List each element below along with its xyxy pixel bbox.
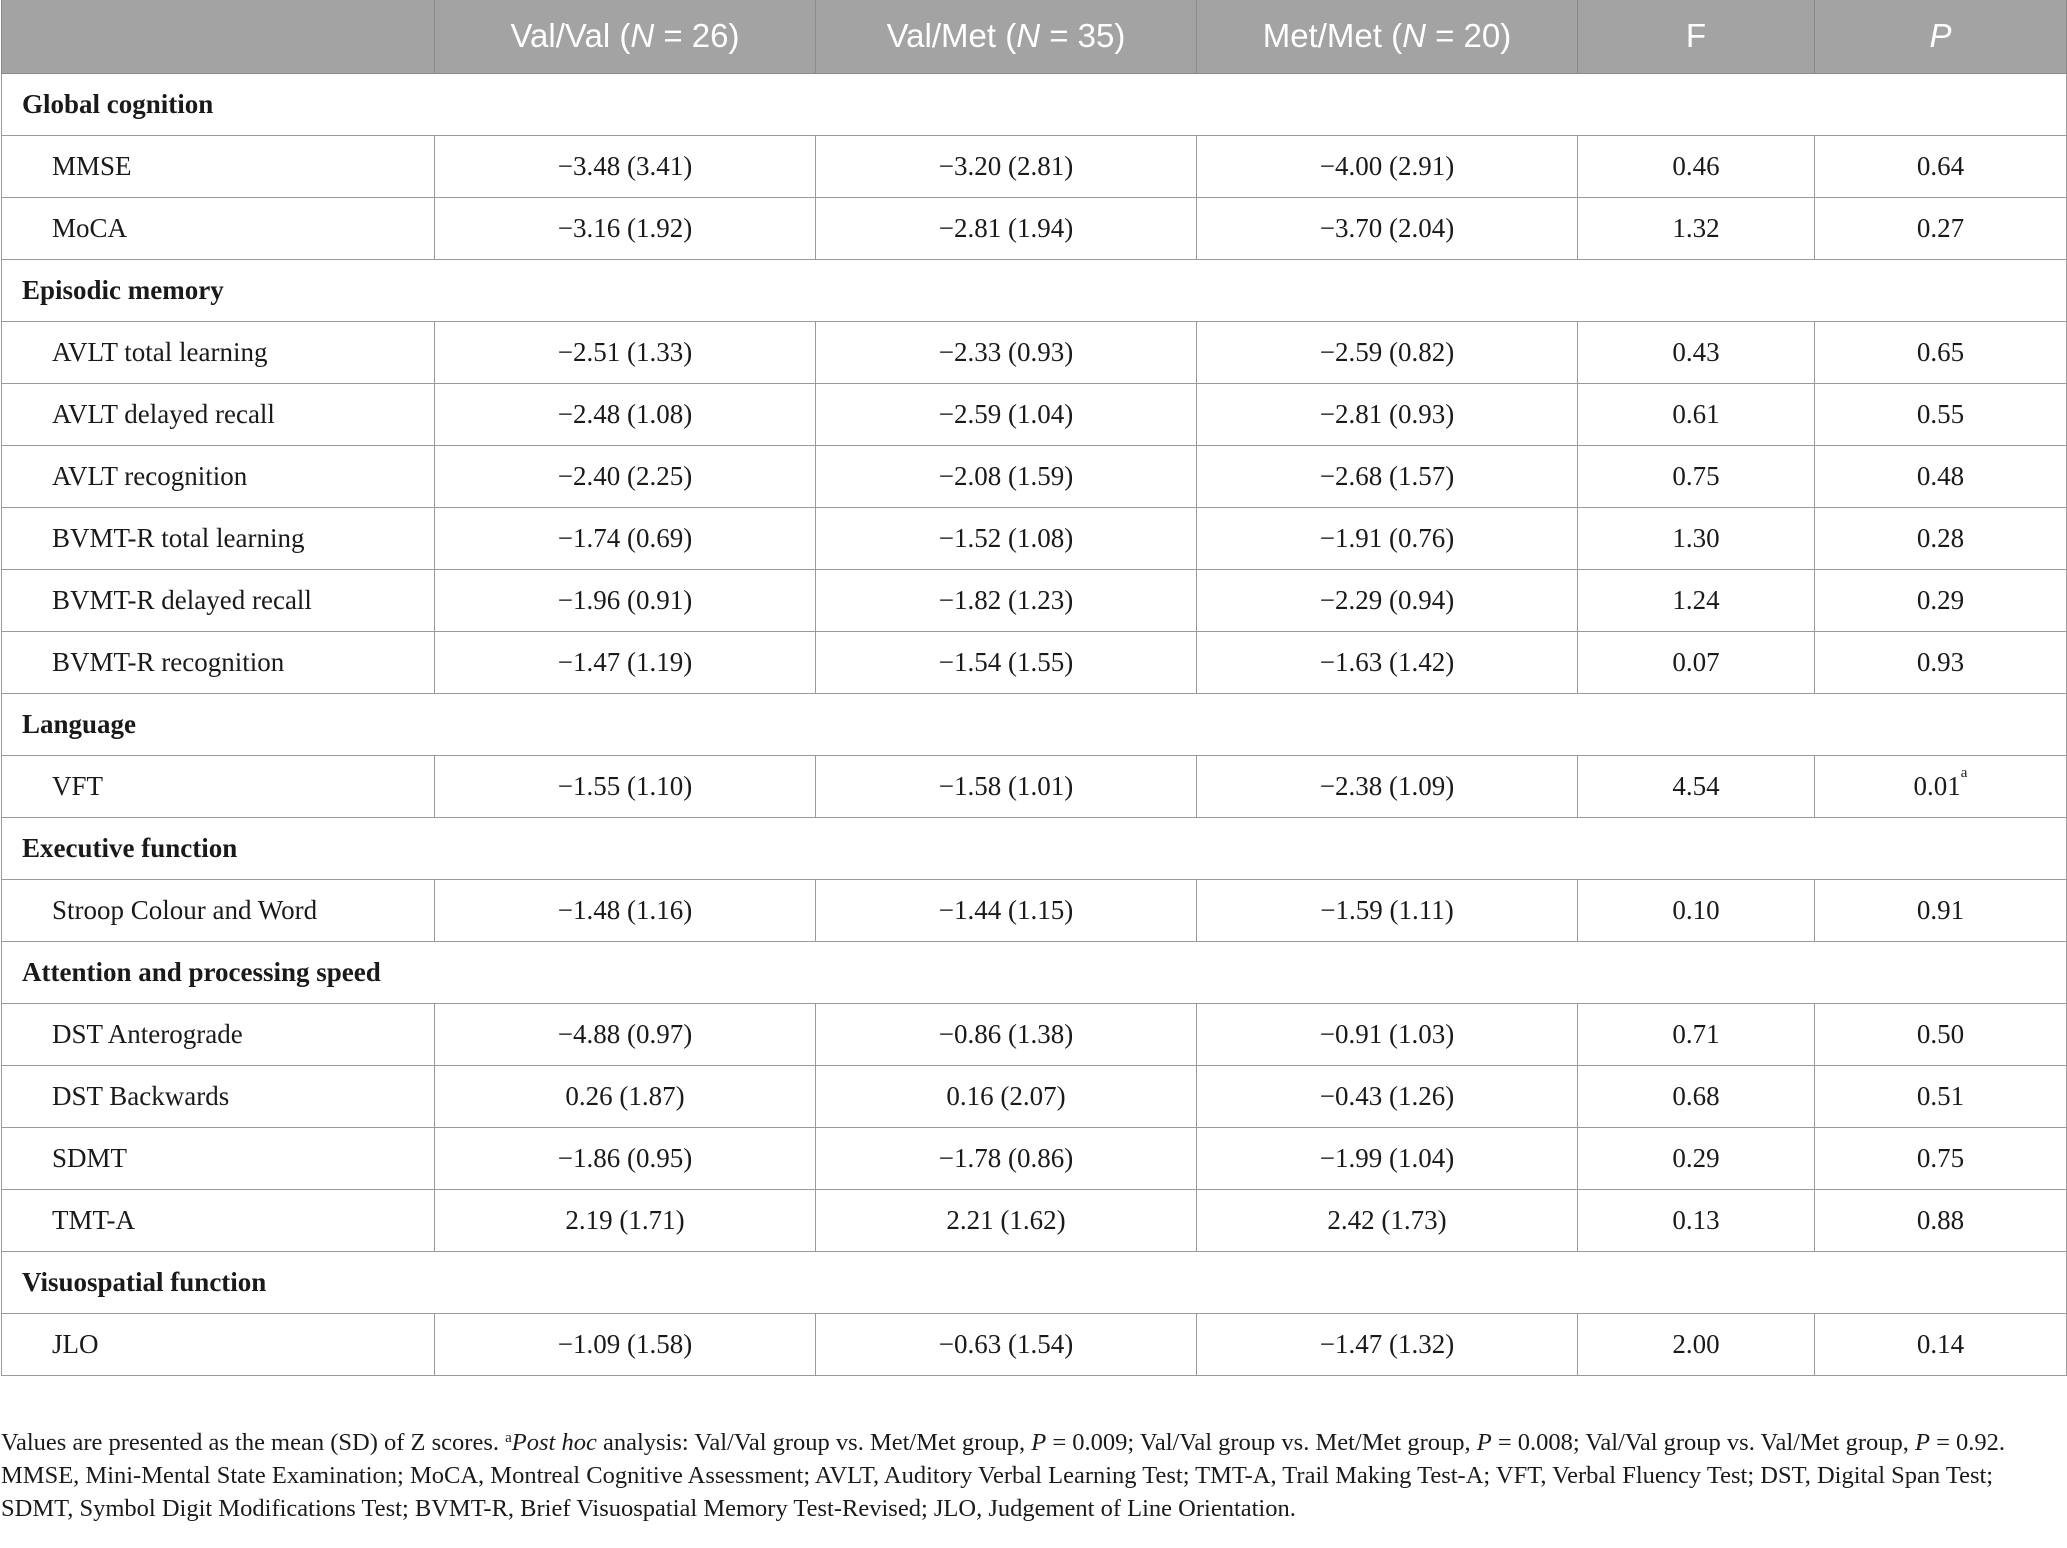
table-row (2, 445, 2067, 507)
row-label: AVLT total learning (2, 321, 435, 383)
cell-val-met: −1.54 (1.55) (816, 631, 1197, 693)
cell-val-val: −1.09 (1.58) (435, 1313, 816, 1375)
cell-f: 0.10 (1578, 879, 1815, 941)
section-title: Executive function (2, 817, 2067, 879)
cell-val-met: −0.63 (1.54) (816, 1313, 1197, 1375)
cell-f: 1.32 (1578, 197, 1815, 259)
row-label: BVMT-R total learning (2, 507, 435, 569)
cell-met-met: −2.38 (1.09) (1197, 755, 1578, 817)
cell-f: 0.61 (1578, 383, 1815, 445)
cell-p: 0.48 (1815, 445, 2067, 507)
cell-val-met: −0.86 (1.38) (816, 1003, 1197, 1065)
cell-f: 0.43 (1578, 321, 1815, 383)
table-row (2, 1003, 2067, 1065)
section-title: Attention and processing speed (2, 941, 2067, 1003)
section-title: Visuospatial function (2, 1251, 2067, 1313)
table-row (2, 879, 2067, 941)
cell-met-met: −1.47 (1.32) (1197, 1313, 1578, 1375)
row-label: SDMT (2, 1127, 435, 1189)
cell-p: 0.91 (1815, 879, 2067, 941)
cell-p: 0.64 (1815, 135, 2067, 197)
header-val-val: Val/Val (N = 26) (435, 0, 816, 73)
cell-p: 0.93 (1815, 631, 2067, 693)
section-row (2, 1251, 2067, 1313)
cell-val-met: −2.08 (1.59) (816, 445, 1197, 507)
row-label: MMSE (2, 135, 435, 197)
header-met-met: Met/Met (N = 20) (1197, 0, 1578, 73)
cell-met-met: −1.91 (0.76) (1197, 507, 1578, 569)
row-label: VFT (2, 755, 435, 817)
header-p: P (1815, 0, 2067, 73)
footnote-mark: a (505, 1430, 512, 1446)
cell-val-met: −1.52 (1.08) (816, 507, 1197, 569)
cell-val-met: −1.58 (1.01) (816, 755, 1197, 817)
section-title: Episodic memory (2, 259, 2067, 321)
table-row (2, 1313, 2067, 1375)
cell-val-val: 2.19 (1.71) (435, 1189, 816, 1251)
cell-p: 0.75 (1815, 1127, 2067, 1189)
cell-p: 0.65 (1815, 321, 2067, 383)
cell-f: 1.24 (1578, 569, 1815, 631)
cell-met-met: −0.91 (1.03) (1197, 1003, 1578, 1065)
table-row (2, 569, 2067, 631)
cell-met-met: −3.70 (2.04) (1197, 197, 1578, 259)
row-label: DST Anterograde (2, 1003, 435, 1065)
cell-val-val: −1.55 (1.10) (435, 755, 816, 817)
cell-val-val: −2.48 (1.08) (435, 383, 816, 445)
section-row (2, 817, 2067, 879)
cell-met-met: −4.00 (2.91) (1197, 135, 1578, 197)
section-row (2, 259, 2067, 321)
table-row (2, 1189, 2067, 1251)
table-header (2, 0, 2067, 73)
table-row (2, 197, 2067, 259)
table-body (2, 73, 2067, 1375)
cell-val-val: 0.26 (1.87) (435, 1065, 816, 1127)
cell-p: 0.29 (1815, 569, 2067, 631)
cell-val-met: −2.33 (0.93) (816, 321, 1197, 383)
cell-f: 4.54 (1578, 755, 1815, 817)
cell-f: 0.68 (1578, 1065, 1815, 1127)
cell-met-met: 2.42 (1.73) (1197, 1189, 1578, 1251)
cell-val-met: 2.21 (1.62) (816, 1189, 1197, 1251)
cell-f: 0.75 (1578, 445, 1815, 507)
table-row (2, 383, 2067, 445)
row-label: MoCA (2, 197, 435, 259)
header-empty-cell (2, 0, 435, 73)
section-title: Global cognition (2, 73, 2067, 135)
cell-val-val: −4.88 (0.97) (435, 1003, 816, 1065)
cell-val-val: −3.16 (1.92) (435, 197, 816, 259)
cell-f: 0.29 (1578, 1127, 1815, 1189)
row-label: DST Backwards (2, 1065, 435, 1127)
cell-val-met: −1.44 (1.15) (816, 879, 1197, 941)
row-label: AVLT recognition (2, 445, 435, 507)
cell-val-met: −2.59 (1.04) (816, 383, 1197, 445)
cell-val-val: −2.51 (1.33) (435, 321, 816, 383)
section-row (2, 73, 2067, 135)
table-row (2, 135, 2067, 197)
row-label: BVMT-R recognition (2, 631, 435, 693)
p-value: 0.01 (1913, 770, 1961, 801)
cell-f: 0.07 (1578, 631, 1815, 693)
cell-met-met: −1.63 (1.42) (1197, 631, 1578, 693)
cell-met-met: −1.59 (1.11) (1197, 879, 1578, 941)
cell-p: 0.55 (1815, 383, 2067, 445)
table-row (2, 755, 2067, 817)
section-row (2, 693, 2067, 755)
table-footnote: Values are presented as the mean (SD) of Z scores. $^a$Post hoc analysis: Val/Val group vs. Met/Met group, P = 0.009; Val/Val group vs. Met/Met group, P = 0.008; Val/Val group vs. Val/Met group, P = 0.92. MMSE, Mini-Mental State Examination; MoCA, Montreal Cognitive Assessment; AVLT, Auditory Verbal Learning Test; TMT-A, Trail Making Test-A; VFT, Verbal Fluency Test; DST, Digital Span Test; SDMT, Symbol Digit Modifications Test; BVMT-R, Brief Visuospatial Memory Test-Revised; JLO, Judgement of Line Orientation. (1, 1429, 2006, 1522)
cell-val-val: −1.86 (0.95) (435, 1127, 816, 1189)
section-title: Language (2, 693, 2067, 755)
cell-val-met: −3.20 (2.81) (816, 135, 1197, 197)
cell-f: 2.00 (1578, 1313, 1815, 1375)
cell-val-val: −1.96 (0.91) (435, 569, 816, 631)
table-row (2, 321, 2067, 383)
table-row (2, 507, 2067, 569)
header-val-met: Val/Met (N = 35) (816, 0, 1197, 73)
cell-p: 0.28 (1815, 507, 2067, 569)
cell-f: 0.46 (1578, 135, 1815, 197)
cell-val-val: −2.40 (2.25) (435, 445, 816, 507)
cell-f: 0.13 (1578, 1189, 1815, 1251)
cell-p: 0.51 (1815, 1065, 2067, 1127)
cell-val-met: −1.82 (1.23) (816, 569, 1197, 631)
cell-val-met: −1.78 (0.86) (816, 1127, 1197, 1189)
row-label: BVMT-R delayed recall (2, 569, 435, 631)
cell-f: 1.30 (1578, 507, 1815, 569)
cell-val-met: −2.81 (1.94) (816, 197, 1197, 259)
table-row (2, 631, 2067, 693)
header-row (2, 0, 2067, 73)
cell-val-met: 0.16 (2.07) (816, 1065, 1197, 1127)
cognition-table (1, 0, 2067, 1376)
cell-f: 0.71 (1578, 1003, 1815, 1065)
table-row (2, 1127, 2067, 1189)
cell-p: 0.27 (1815, 197, 2067, 259)
cell-met-met: −2.29 (0.94) (1197, 569, 1578, 631)
cell-met-met: −2.81 (0.93) (1197, 383, 1578, 445)
cell-p: 0.14 (1815, 1313, 2067, 1375)
row-label: AVLT delayed recall (2, 383, 435, 445)
footnote-mark: a (1960, 764, 1968, 781)
cell-val-val: −1.47 (1.19) (435, 631, 816, 693)
cell-met-met: −0.43 (1.26) (1197, 1065, 1578, 1127)
cell-val-val: −3.48 (3.41) (435, 135, 816, 197)
row-label: Stroop Colour and Word (2, 879, 435, 941)
cell-val-val: −1.48 (1.16) (435, 879, 816, 941)
cell-val-val: −1.74 (0.69) (435, 507, 816, 569)
cell-met-met: −1.99 (1.04) (1197, 1127, 1578, 1189)
row-label: TMT-A (2, 1189, 435, 1251)
cell-met-met: −2.59 (0.82) (1197, 321, 1578, 383)
cell-p (1815, 755, 2067, 817)
cell-p: 0.50 (1815, 1003, 2067, 1065)
section-row (2, 941, 2067, 1003)
header-f: F (1578, 0, 1815, 73)
cell-p: 0.88 (1815, 1189, 2067, 1251)
table-row (2, 1065, 2067, 1127)
cell-met-met: −2.68 (1.57) (1197, 445, 1578, 507)
row-label: JLO (2, 1313, 435, 1375)
